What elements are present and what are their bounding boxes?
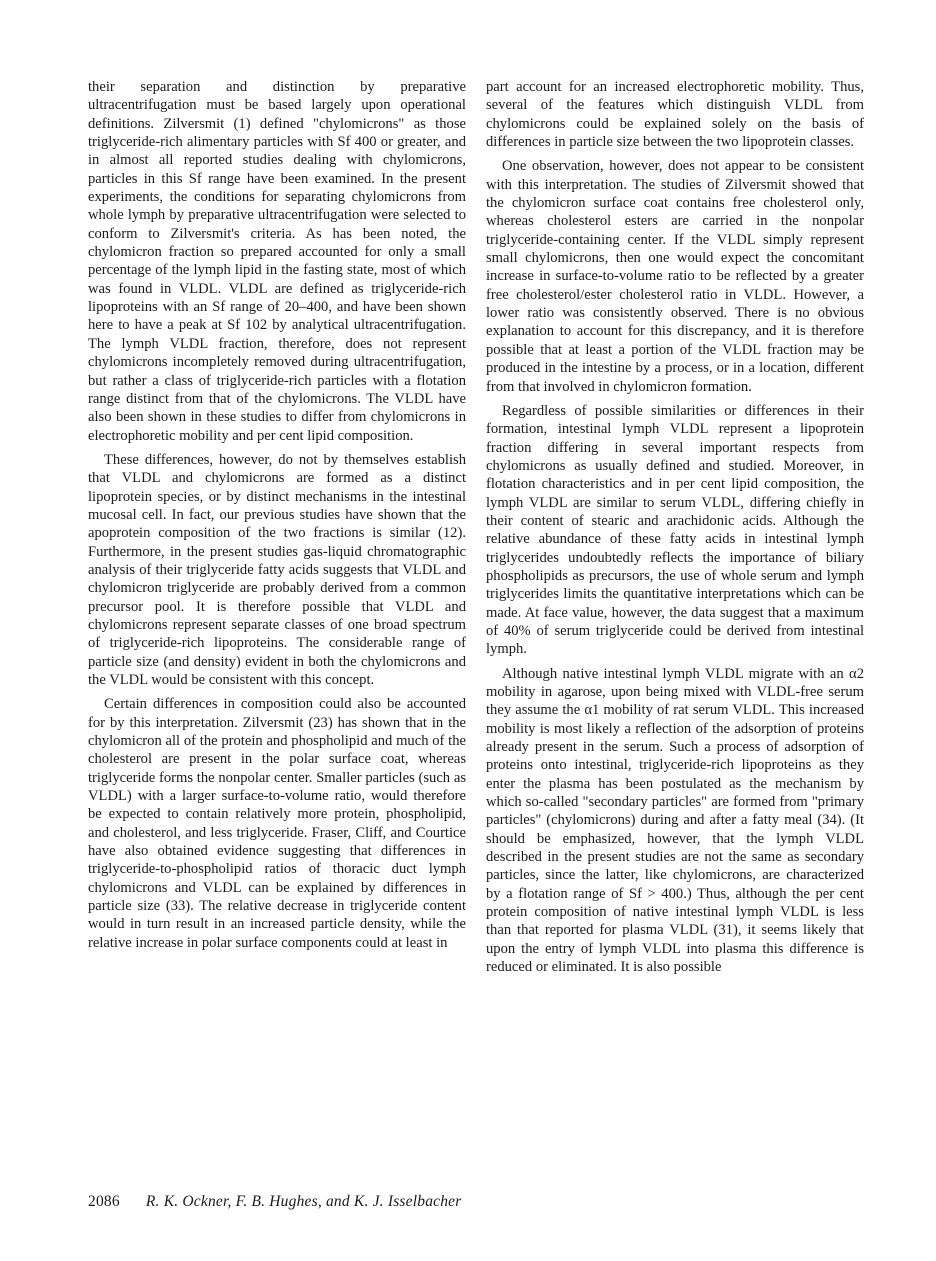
left-column: [88, 78, 466, 958]
right-column: [486, 78, 864, 983]
paragraph: their separation and distinction by preparative ultracentrifugation must be based largely upon operational definitions. Zilversmit (1) defined "chylomicrons" as those triglyceride-rich alimentary particles with Sf 400 or greater, and in almost all reported studies dealing with chylomicrons, particles in this Sf range have been examined. In the present experiments, the conditions for separating chylomicrons from whole lymph by preparative ultracentrifugation were selected to conform to Zilversmit's criteria. As has been noted, the chylomicron fraction so prepared accounted for only a small percentage of the lymph lipid in the fasting state, most of which was found in VLDL. VLDL are defined as triglyceride-rich lipoproteins with an Sf range of 20–400, and have been shown here to have a peak at Sf 102 by analytical ultracentrifugation. The lymph VLDL fraction, therefore, does not represent chylomicrons incompletely removed during ultracentrifugation, but rather a class of triglyceride-rich particles with a flotation range distinct from that of the chylomicrons. The VLDL have also been shown in these studies to differ from chylomicrons in electrophoretic mobility and per cent lipid composition.: [88, 79, 466, 444]
paragraph: part account for an increased electrophoretic mobility. Thus, several of the features which distinguish VLDL from chylomicrons could be explained solely on the basis of differences in particle size between the two lipoprotein classes.: [486, 79, 864, 151]
author-line: R. K. Ockner, F. B. Hughes, and K. J. Isselbacher: [145, 1193, 462, 1210]
page-number: 2086: [88, 1193, 120, 1210]
paragraph: Certain differences in composition could also be accounted for by this interpretation. Zilversmit (23) has shown that in the chylomicron all of the protein and phospholipid and much of the cholesterol are present in the polar surface coat, whereas triglyceride forms the nonpolar center. Smaller particles (such as VLDL) with a larger surface-to-volume ratio, would therefore be expected to contain relatively more protein, phospholipid, and cholesterol, and less triglyceride. Fraser, Cliff, and Courtice have also obtained evidence suggesting that differences in triglyceride-to-phospholipid ratios of thoracic duct lymph chylomicrons and VLDL can be explained by differences in particle size (33). The relative decrease in triglyceride content would in turn result in an increased particle density, while the relative increase in polar surface components could at least in: [88, 696, 466, 951]
paragraph: Regardless of possible similarities or differences in their formation, intestinal lymph VLDL represent a lipoprotein fraction differing in several important respects from chylomicrons as usually defined and studied. Moreover, in flotation characteristics and in per cent lipid composition, the lymph VLDL are similar to serum VLDL, differing chiefly in their content of stearic and arachidonic acids. Although the relative abundance of these fatty acids in intestinal lymph triglycerides undoubtedly reflects the importance of biliary phospholipids as precursors, the use of whole serum and lymph triglycerides limits the quantitative interpretations which can be made. At face value, however, the data suggest that a maximum of 40% of serum triglyceride could be derived from intestinal lymph.: [486, 402, 864, 658]
page-footer: [88, 1193, 461, 1211]
paragraph: One observation, however, does not appear to be consistent with this interpretation. The studies of Zilversmit showed that the chylomicron surface coat contains free cholesterol only, whereas cholesterol esters are carried in the nonpolar triglyceride-containing center. If the VLDL simply represent small chylomicrons, then one would expect the concomitant increase in surface-to-volume ratio to be reflected by a greater free cholesterol/ester cholesterol ratio in VLDL. However, a lower ratio was consistently observed. There is no obvious explanation to account for this discrepancy, and it is therefore possible that at least a portion of the VLDL fraction may be produced in the intestine by a process, or in a location, different from that involved in chylomicron formation.: [486, 158, 864, 395]
paragraph: These differences, however, do not by themselves establish that VLDL and chylomicrons are formed as a distinct lipoprotein species, or by distinct mechanisms in the intestinal mucosal cell. In fact, our previous studies have shown that the apoprotein composition of the two fractions is similar (12). Furthermore, in the present studies gas-liquid chromatographic analysis of their triglyceride fatty acids suggests that VLDL and chylomicron triglyceride are probably derived from a common precursor pool. It is therefore possible that VLDL and chylomicrons represent separate classes of one broad spectrum of triglyceride-rich lipoproteins. The considerable range of particle size (and density) evident in both the chylomicrons and the VLDL would be consistent with this concept.: [88, 451, 466, 688]
paragraph: Although native intestinal lymph VLDL migrate with an α2 mobility in agarose, upon being mixed with VLDL-free serum they assume the α1 mobility of rat serum VLDL. This increased mobility is most likely a reflection of the adsorption of proteins already present in the serum. Such a process of adsorption of proteins onto intestinal, triglyceride-rich lipoproteins as they enter the plasma has been postulated as the mechanism by which so-called "secondary particles" are formed from "primary particles" (chylomicrons) during and after a fatty meal (34). (It should be emphasized, however, that the lymph VLDL described in the present studies are not the same as secondary particles, since the latter, like chylomicrons, are characterized by a flotation range of Sf > 400.) Thus, although the per cent protein composition of native intestinal lymph VLDL is less than that reported for plasma VLDL (31), it seems likely that upon the entry of lymph VLDL into plasma this difference is reduced or eliminated. It is also possible: [486, 665, 864, 976]
